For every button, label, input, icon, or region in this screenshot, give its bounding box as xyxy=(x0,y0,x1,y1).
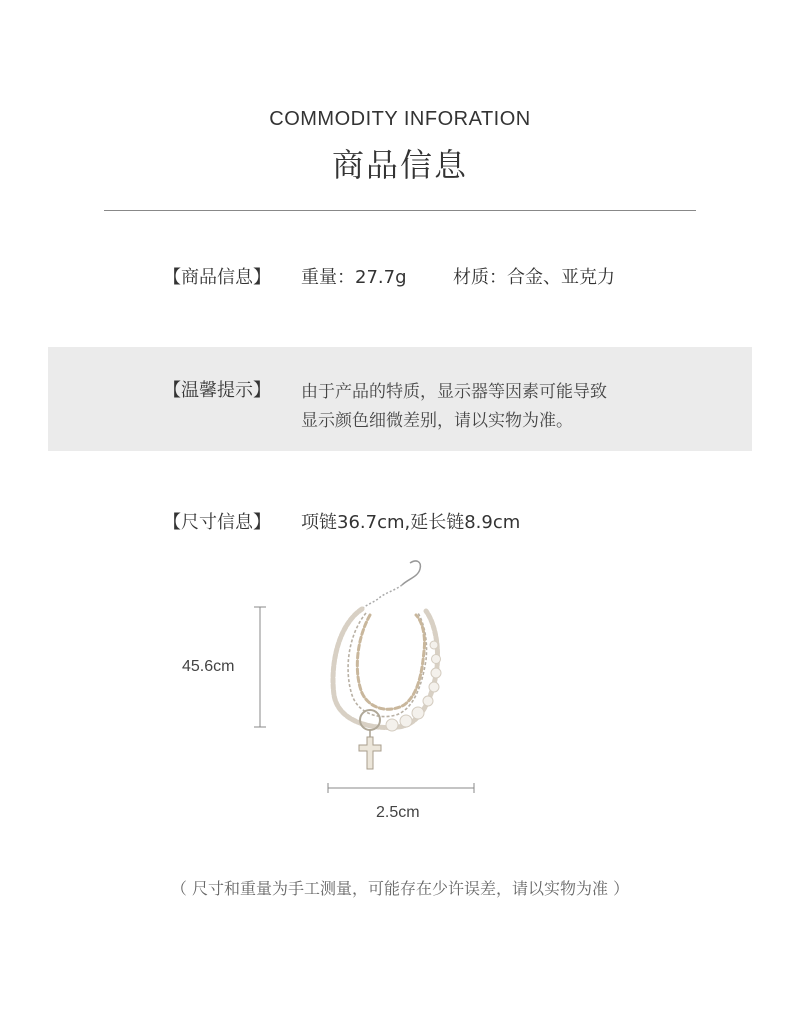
width-dimension-line xyxy=(322,780,480,796)
size-label: 【尺寸信息】 xyxy=(163,512,271,533)
weight-value: 重量：27.7g xyxy=(301,267,407,288)
info-label: 【商品信息】 xyxy=(163,267,271,288)
notice-label: 【温馨提示】 xyxy=(163,380,271,401)
material-value: 材质：合金、亚克力 xyxy=(453,267,615,288)
necklace-image xyxy=(318,555,458,775)
size-value: 项链36.7cm,延长链8.9cm xyxy=(301,512,521,533)
width-dimension-label: 2.5cm xyxy=(376,804,420,821)
title-english: COMMODITY INFORATION xyxy=(269,108,531,130)
title-chinese: 商品信息 xyxy=(331,146,468,184)
header-divider xyxy=(104,210,696,211)
measurement-note: （ 尺寸和重量为手工测量，可能存在少许误差，请以实物为准 ） xyxy=(170,879,630,898)
notice-line-2: 显示颜色细微差别，请以实物为准。 xyxy=(301,411,573,431)
height-dimension-line xyxy=(250,600,270,734)
notice-line-1: 由于产品的特质，显示器等因素可能导致 xyxy=(301,382,607,402)
height-dimension-label: 45.6cm xyxy=(182,658,235,675)
